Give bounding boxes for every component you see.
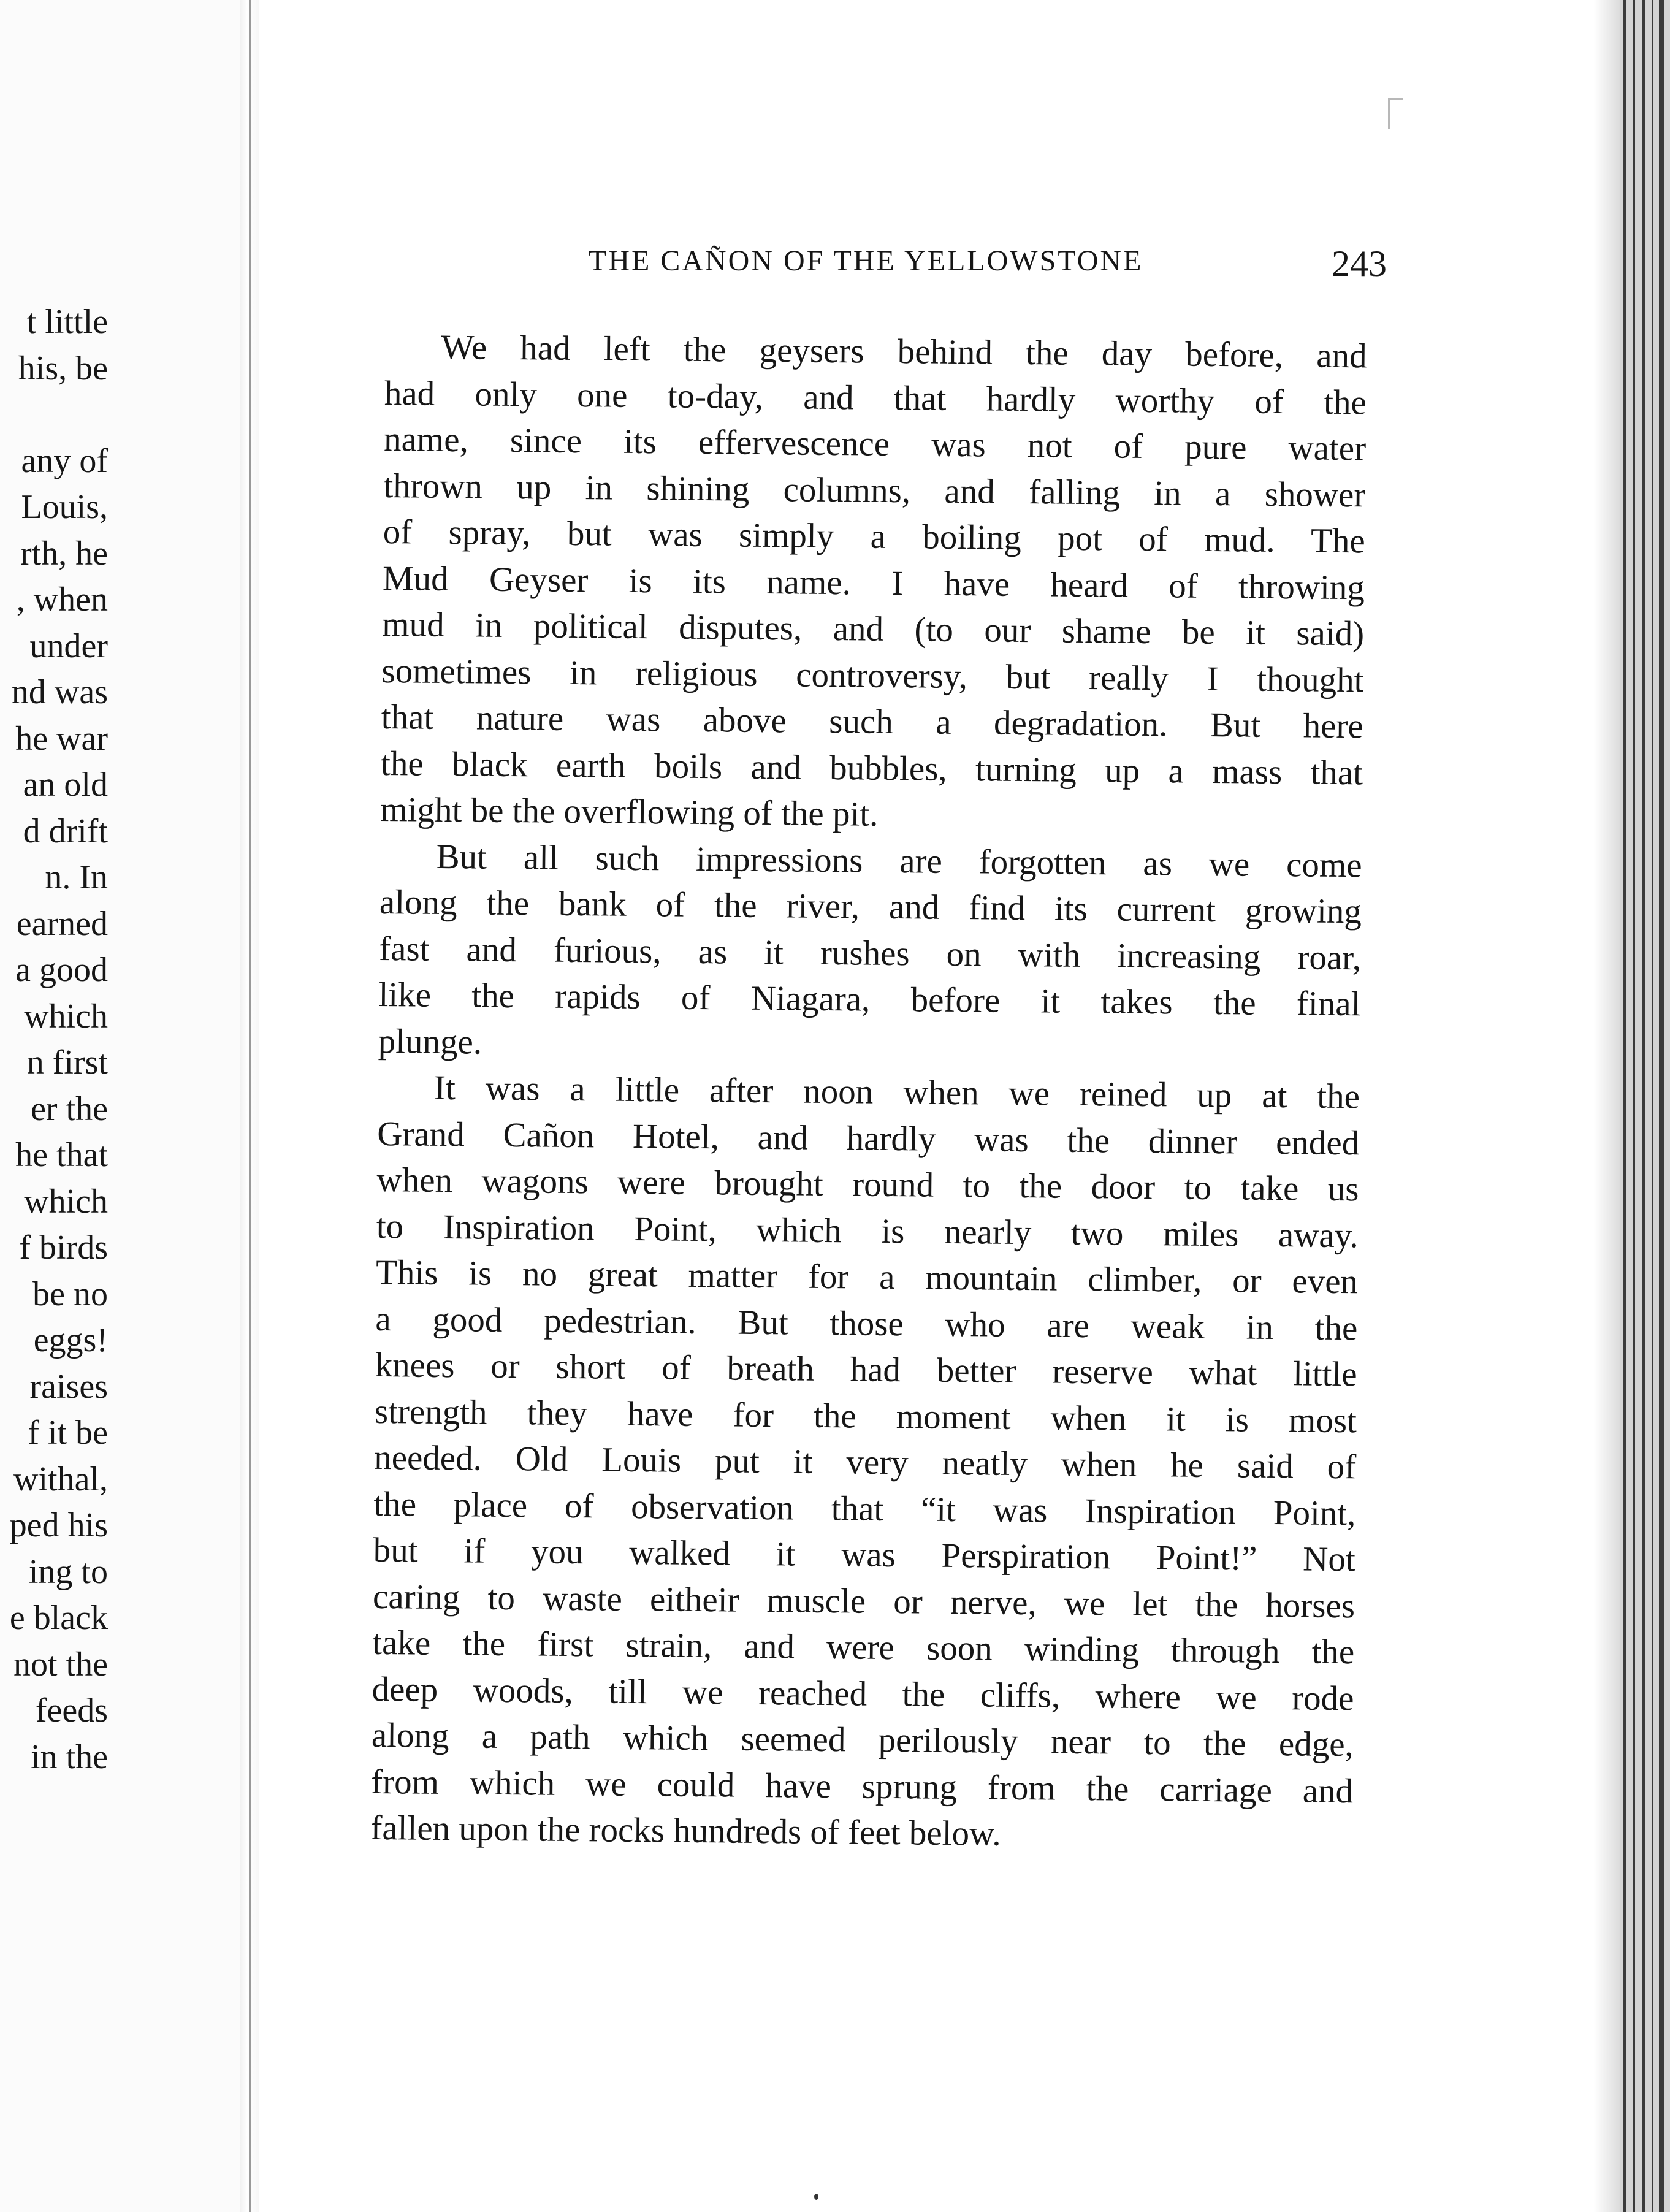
left-line: not the bbox=[13, 1645, 108, 1684]
left-page-text bbox=[0, 299, 245, 1780]
text-line: take the first strain, and were soon winding through the bbox=[372, 1623, 1355, 1672]
left-line: under bbox=[29, 627, 108, 665]
text-line: like the rapids of Niagara, before it takes the final bbox=[378, 975, 1361, 1024]
left-line: ing to bbox=[28, 1552, 108, 1591]
page-number: 243 bbox=[1332, 243, 1387, 284]
left-line: be no bbox=[32, 1275, 108, 1313]
left-line: n first bbox=[26, 1043, 108, 1081]
left-line: d drift bbox=[23, 812, 108, 850]
page-edge-shadow bbox=[1594, 0, 1620, 2212]
text-line: deep woods, till we reached the cliffs, where we rode bbox=[372, 1669, 1354, 1718]
paragraph-1 bbox=[380, 324, 1367, 842]
text-line: the place of observation that “it was Inspiration Point, bbox=[373, 1484, 1356, 1533]
left-line: f birds bbox=[19, 1229, 108, 1267]
left-line: , when bbox=[16, 581, 108, 619]
left-line: t little bbox=[26, 303, 108, 341]
paragraph-3 bbox=[370, 1064, 1360, 1861]
text-line: strength they have for the moment when it is most bbox=[374, 1392, 1357, 1440]
text-line: of spray, but was simply a boiling pot of mud. The bbox=[383, 512, 1365, 561]
text-line: to Inspiration Point, which is nearly two miles away. bbox=[376, 1207, 1359, 1255]
left-line: an old bbox=[23, 766, 108, 804]
text-line: a good pedestrian. But those who are weak in the bbox=[375, 1299, 1358, 1348]
text-line: had only one to-day, and that hardly worthy of the bbox=[384, 373, 1367, 422]
left-line: which bbox=[24, 1182, 108, 1221]
left-line: a good bbox=[15, 951, 108, 989]
text-line: along a path which seemed perilously near to the edge, bbox=[371, 1715, 1354, 1764]
gutter-fold-line bbox=[249, 0, 251, 2212]
text-line: mud in political disputes, and (to our shame be it said) bbox=[381, 604, 1365, 654]
text-line: plunge. bbox=[378, 1021, 482, 1062]
paragraph-2 bbox=[378, 833, 1362, 1074]
left-line bbox=[0, 392, 245, 438]
text-line: But all such impressions are forgotten as we come bbox=[436, 837, 1362, 885]
left-line: withal, bbox=[13, 1460, 108, 1498]
text-line: Grand Cañon Hotel, and hardly was the dinner ended bbox=[377, 1114, 1360, 1162]
left-line: rth, he bbox=[20, 534, 108, 573]
left-line: Louis, bbox=[21, 488, 108, 526]
left-line: e black bbox=[9, 1599, 108, 1637]
text-line: caring to waste eitheir muscle or nerve, we let the horses bbox=[372, 1577, 1355, 1625]
text-line: when wagons were brought round to the door to take us bbox=[376, 1160, 1359, 1209]
text-line: but if you walked it was Perspiration Point!” Not bbox=[373, 1530, 1356, 1579]
text-line: fallen upon the rocks hundreds of feet below. bbox=[370, 1808, 1002, 1853]
dust-speck bbox=[814, 2194, 818, 2200]
text-line: knees or short of breath had better reserve what little bbox=[375, 1345, 1357, 1394]
left-line: eggs! bbox=[33, 1321, 108, 1359]
left-line: n. In bbox=[45, 858, 108, 896]
text-line: the black earth boils and bubbles, turning up a mass that bbox=[380, 744, 1363, 792]
page-edge-stack bbox=[1620, 0, 1670, 2212]
left-line: earned bbox=[16, 904, 108, 943]
text-line: from which we could have sprung from the carriage and bbox=[370, 1762, 1354, 1810]
text-line: sometimes in religious controversy, but really I thought bbox=[381, 651, 1364, 700]
text-line: name, since its effervescence was not of pure water bbox=[383, 419, 1367, 468]
left-line: his, be bbox=[18, 349, 108, 387]
running-head: THE CAÑON OF THE YELLOWSTONE bbox=[589, 245, 1143, 277]
left-line: in the bbox=[31, 1737, 108, 1776]
text-line: It was a little after noon when we reined up at the bbox=[433, 1068, 1360, 1116]
text-line: This is no great matter for a mountain climber, or even bbox=[375, 1253, 1359, 1302]
text-line: We had left the geysers behind the day before, and bbox=[441, 327, 1367, 376]
text-line: might be the overflowing of the pit. bbox=[380, 790, 879, 834]
left-line: he war bbox=[15, 719, 108, 758]
left-line: ped his bbox=[9, 1506, 108, 1544]
left-line: he that bbox=[15, 1136, 108, 1174]
left-line: which bbox=[24, 997, 108, 1035]
text-line: thrown up in shining columns, and falling in a shower bbox=[383, 466, 1366, 514]
left-line: er the bbox=[31, 1089, 108, 1128]
left-line: raises bbox=[29, 1367, 108, 1406]
text-line: needed. Old Louis put it very neatly when he said of bbox=[373, 1438, 1357, 1487]
text-line: that nature was above such a degradation. But here bbox=[381, 697, 1364, 746]
text-line: Mud Geyser is its name. I have heard of throwing bbox=[382, 559, 1365, 607]
left-line: any of bbox=[21, 441, 108, 480]
corner-mark bbox=[1388, 98, 1403, 129]
page-body-text bbox=[370, 324, 1367, 1861]
left-line: nd was bbox=[11, 673, 108, 711]
text-line: fast and furious, as it rushes on with increasing roar, bbox=[378, 929, 1362, 977]
left-facing-page bbox=[0, 0, 245, 2212]
left-line: feeds bbox=[35, 1691, 108, 1730]
text-line: along the bank of the river, and find its current growing bbox=[379, 882, 1362, 931]
left-line: f it be bbox=[28, 1414, 108, 1452]
